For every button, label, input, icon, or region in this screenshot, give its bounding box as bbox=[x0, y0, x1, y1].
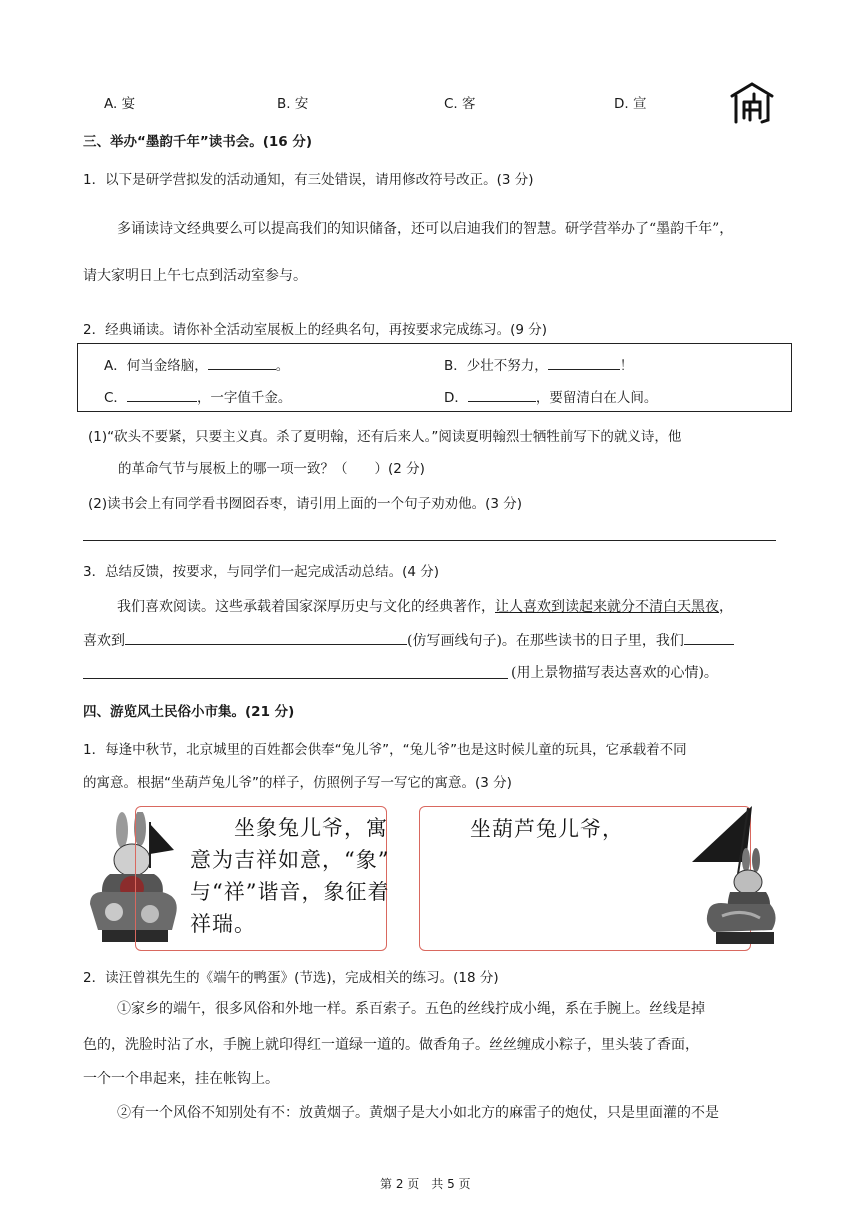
example-card-line1: 坐象兔儿爷，寓 bbox=[190, 816, 388, 840]
page-footer: 第 2 页 共 5 页 bbox=[380, 1177, 471, 1191]
s3-q3-prompt: 3．总结反馈，按要求，与同学们一起完成活动总结。(4 分) bbox=[83, 564, 440, 580]
passage-p1-line2: 色的，洗脸时沾了水，手腕上就印得红一道绿一道的。做香角子。丝丝缠成小粽子，里头装了香面， bbox=[83, 1037, 699, 1053]
scenery-answer-line[interactable] bbox=[83, 678, 508, 679]
sub2-answer-line[interactable] bbox=[83, 540, 776, 541]
s3-q3-underlined-sentence: 让人喜欢到读起来就分不清白天黑夜 bbox=[495, 599, 719, 615]
imitation-blank[interactable] bbox=[125, 644, 407, 645]
s3-q3-line1-post: ， bbox=[719, 599, 733, 615]
verse-a bbox=[104, 354, 289, 374]
answer-card-text: 坐葫芦兔儿爷， bbox=[470, 817, 624, 841]
section3-heading: 三、举办“墨韵千年”读书会。(16 分) bbox=[83, 134, 313, 150]
s3-q3-line1-pre: 我们喜欢阅读。这些承载着国家深厚历史与文化的经典著作， bbox=[117, 599, 495, 615]
scenery-blank-start[interactable] bbox=[684, 644, 734, 645]
verse-a-pre: A．何当金络脑， bbox=[104, 358, 208, 374]
s3-q2-sub1-line2: 的革命气节与展板上的哪一项一致？（ ）(2 分) bbox=[118, 461, 425, 477]
verse-d-post: ，要留清白在人间。 bbox=[535, 390, 658, 406]
option-c: C. 客 bbox=[444, 96, 476, 112]
s3-q2-sub2: (2)读书会上有同学看书囫囵吞枣，请引用上面的一个句子劝劝他。(3 分) bbox=[88, 496, 523, 512]
verse-d-pre: D． bbox=[444, 390, 468, 406]
banner-flag-icon bbox=[146, 820, 176, 870]
verse-a-post: 。 bbox=[275, 358, 290, 374]
example-card-text bbox=[190, 812, 389, 940]
s3-q3-line3: (用上景物描写表达喜欢的心情)。 bbox=[511, 665, 718, 681]
rabbit-on-gourd-figure-icon bbox=[686, 804, 778, 948]
option-b: B. 安 bbox=[277, 96, 309, 112]
verse-d-blank[interactable] bbox=[468, 401, 536, 402]
verse-c-pre: C． bbox=[104, 390, 127, 406]
option-a: A. 宴 bbox=[104, 96, 136, 112]
verse-d bbox=[444, 386, 657, 406]
example-card-line2: 意为吉祥如意，“象” bbox=[190, 848, 390, 872]
passage-p1-line3: 一个一个串起来，挂在帐钩上。 bbox=[83, 1071, 279, 1087]
s3-q3-line2-mid: (仿写画线句子)。在那些读书的日子里，我们 bbox=[407, 633, 684, 649]
ancient-character-seal-icon bbox=[728, 80, 776, 126]
verse-c-post: ，一字值千金。 bbox=[196, 390, 292, 406]
passage-p1-line1: ①家乡的端午，很多风俗和外地一样。系百索子。五色的丝线拧成小绳，系在手腕上。丝线是掉 bbox=[117, 1001, 705, 1017]
verse-b-post: ！ bbox=[619, 358, 634, 374]
verse-a-blank[interactable] bbox=[208, 369, 276, 370]
s3-q1-notice-line1: 多诵读诗文经典要么可以提高我们的知识储备，还可以启迪我们的智慧。研学营举办了“墨韵千年”， bbox=[117, 221, 734, 237]
verse-c-blank[interactable] bbox=[127, 401, 197, 402]
s3-q2-prompt: 2．经典诵读。请你补全活动室展板上的经典名句，再按要求完成练习。(9 分) bbox=[83, 322, 548, 338]
s3-q1-notice-line2: 请大家明日上午七点到活动室参与。 bbox=[83, 268, 307, 284]
s4-q2-prompt: 2．读汪曾祺先生的《端午的鸭蛋》(节选)，完成相关的练习。(18 分) bbox=[83, 970, 499, 986]
s3-q1-prompt: 1．以下是研学营拟发的活动通知，有三处错误，请用修改符号改正。(3 分) bbox=[83, 172, 534, 188]
section4-heading: 四、游览风土民俗小市集。(21 分) bbox=[83, 704, 295, 720]
verse-c bbox=[104, 386, 291, 406]
example-card-line3: 与“祥”谐音，象征着 bbox=[190, 880, 390, 904]
passage-p2-line1: ②有一个风俗不知别处有不：放黄烟子。黄烟子是大小如北方的麻雷子的炮仗，只是里面灌的不是 bbox=[117, 1105, 719, 1121]
s3-q3-line2-pre: 喜欢到 bbox=[83, 633, 125, 649]
s3-q3-line1 bbox=[117, 596, 733, 616]
verse-b-pre: B．少壮不努力， bbox=[444, 358, 548, 374]
s3-q3-line2 bbox=[83, 630, 734, 650]
option-d: D. 宣 bbox=[614, 96, 647, 112]
verse-b-blank[interactable] bbox=[548, 369, 620, 370]
s3-q2-sub1-line1: (1)“砍头不要紧，只要主义真。杀了夏明翰，还有后来人。”阅读夏明翰烈士牺牲前写下的就义诗，他 bbox=[88, 429, 682, 445]
example-card-line4: 祥瑞。 bbox=[190, 912, 256, 936]
verse-b bbox=[444, 354, 633, 374]
s4-q1-line1: 1．每逢中秋节，北京城里的百姓都会供奉“兔儿爷”，“兔儿爷”也是这时候儿童的玩具，它承载着不同 bbox=[83, 742, 687, 758]
s4-q1-line2: 的寓意。根据“坐葫芦兔儿爷”的样子，仿照例子写一写它的寓意。(3 分) bbox=[83, 775, 512, 791]
